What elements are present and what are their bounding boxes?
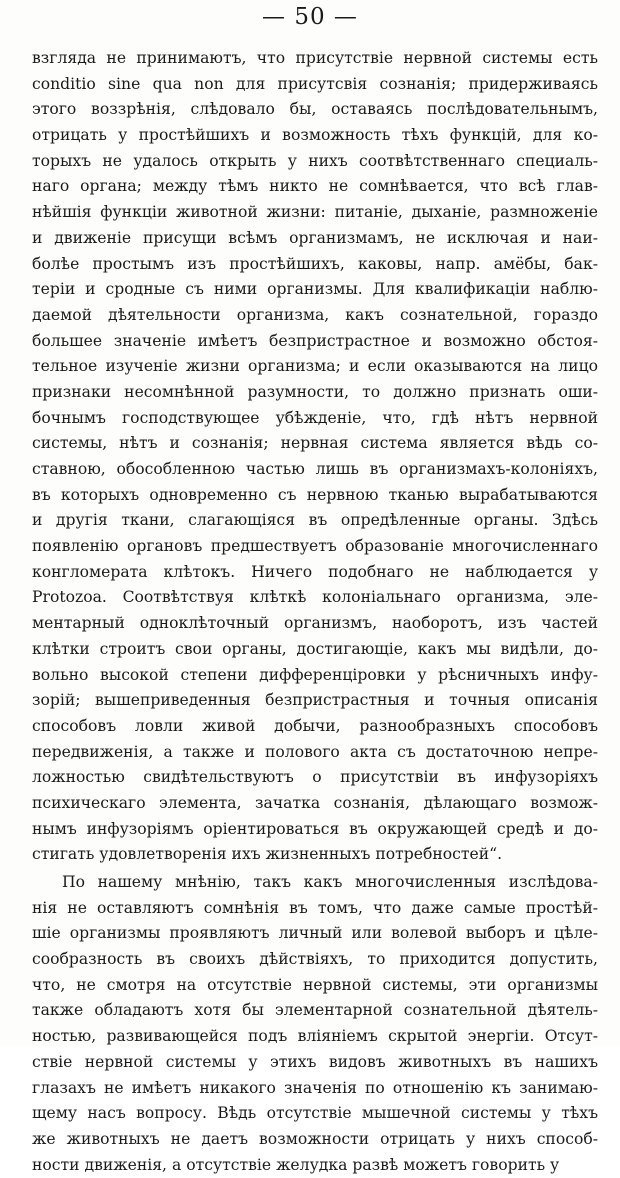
text-line: ностью, развивающейся подъ вліяніемъ скрытой энергіи. Отсут- bbox=[32, 1027, 598, 1046]
text-line: нымъ инфузоріямъ оріентироваться въ окружающей средѣ и до- bbox=[32, 819, 598, 838]
body-text bbox=[32, 46, 598, 1178]
text-line: тельное изученіе жизни организма; и если оказываются на лицо bbox=[32, 357, 598, 376]
text-line: сообразность въ своихъ дѣйствіяхъ, то приходится допустить, bbox=[32, 950, 598, 969]
text-line: передвиженія, а также и полового акта съ достаточною непре- bbox=[32, 742, 598, 761]
text-line: также обладаютъ хотя бы элементарной сознательной дѣятель- bbox=[32, 1001, 598, 1020]
page-number: — 50 — bbox=[262, 4, 358, 30]
text-line: отрицать у простѣйшихъ и возможность тѣхъ функцій, для ко- bbox=[32, 126, 598, 145]
paragraph bbox=[32, 46, 598, 868]
text-line: нѣйшія функціи животной жизни: питаніе, дыханіе, размноженіе bbox=[32, 203, 598, 222]
text-line: ложностью свидѣтельствуютъ о присутствіи въ инфузоріяхъ bbox=[32, 768, 598, 787]
text-line: Protozoa. Соотвѣтствуя клѣткѣ колоніальнаго организма, эле- bbox=[32, 588, 598, 607]
text-line: нія не оставляютъ сомнѣнія въ томъ, что даже самые простѣй- bbox=[32, 898, 598, 917]
text-line: торыхъ не удалось открыть у нихъ соотвѣтственнаго специаль- bbox=[32, 151, 598, 170]
text-line: болѣе простымъ изъ простѣйшихъ, каковы, напр. амёбы, бак- bbox=[32, 254, 598, 273]
text-line: и движеніе присущи всѣмъ организмамъ, не исключая и наи- bbox=[32, 228, 598, 247]
text-line: По нашему мнѣнію, такъ какъ многочисленныя изслѣдова- bbox=[62, 873, 598, 891]
text-line: признаки несомнѣнной разумности, то должно признать оши- bbox=[32, 382, 598, 401]
text-line: наго органа; между тѣмъ никто не сомнѣвается, что всѣ глав- bbox=[32, 177, 598, 196]
text-line: ности движенія, а отсутствіе желудка развѣ можетъ говорить у bbox=[32, 1155, 560, 1174]
text-line: въ которыхъ одновременно съ нервною тканью вырабатываются bbox=[32, 485, 598, 504]
text-line: что, не смотря на отсутствіе нервной системы, эти организмы bbox=[32, 975, 598, 994]
text-line: системы, нѣтъ и сознанія; нервная система является вѣдь со- bbox=[32, 434, 598, 453]
text-line: и другія ткани, слагающіяся въ опредѣленные органы. Здѣсь bbox=[32, 511, 598, 530]
text-line: же животныхъ не даетъ возможности отрицать у нихъ способ- bbox=[32, 1129, 598, 1148]
text-line: глазахъ не имѣетъ никакого значенія по отношенію къ занимаю- bbox=[32, 1078, 598, 1097]
text-line: даемой дѣятельности организма, какъ сознательной, гораздо bbox=[32, 305, 598, 324]
text-line: способовъ ловли живой добычи, разнообразныхъ способовъ bbox=[32, 716, 598, 735]
text-line: щему насъ вопросу. Вѣдь отсутствіе мышечной системы у тѣхъ bbox=[32, 1104, 598, 1123]
text-line: conditio sine qua non для присутсвія сознанія; придерживаясь bbox=[32, 74, 598, 93]
text-line: клѣтки строитъ свои органы, достигающіе, какъ мы видѣли, до- bbox=[32, 639, 598, 658]
text-line: ставною, обособленною частью лишь въ организмахъ-колоніяхъ, bbox=[32, 460, 598, 478]
text-line: зорій; вышеприведенныя безпристрастныя и точныя описанія bbox=[32, 691, 598, 710]
paragraph bbox=[32, 870, 598, 1178]
text-line: взгляда не принимаютъ, что присутствіе нервной системы есть bbox=[32, 49, 598, 67]
text-line: конгломерата клѣтокъ. Ничего подобнаго не наблюдается у bbox=[32, 562, 598, 581]
text-line: появленію органовъ предшествуетъ образованіе многочисленнаго bbox=[32, 537, 598, 556]
text-line: шіе организмы проявляютъ личный или волевой выборъ и цѣле- bbox=[32, 924, 598, 943]
text-line: стигать удовлетворенія ихъ жизненныхъ потребностей“. bbox=[32, 845, 503, 864]
text-line: психическаго элемента, зачатка сознанія, дѣлающаго возмож- bbox=[32, 793, 598, 812]
text-line: вольно высокой степени дифференціровки у рѣсничныхъ инфу- bbox=[32, 665, 598, 684]
text-line: ствіе нервной системы у этихъ видовъ животныхъ въ нашихъ bbox=[32, 1052, 598, 1071]
text-line: этого воззрѣнія, слѣдовало бы, оставаясь послѣдовательнымъ, bbox=[32, 100, 598, 119]
text-line: ментарный одноклѣточный организмъ, наоборотъ, изъ частей bbox=[32, 614, 598, 633]
text-line: теріи и сродные съ ними организмы. Для квалификаціи наблю- bbox=[32, 280, 598, 299]
text-line: бочнымъ господствующее убѣжденіе, что, гдѣ нѣтъ нервной bbox=[32, 408, 598, 427]
text-line: большее значеніе имѣетъ безпристрастное и возможно обстоя- bbox=[32, 331, 598, 350]
